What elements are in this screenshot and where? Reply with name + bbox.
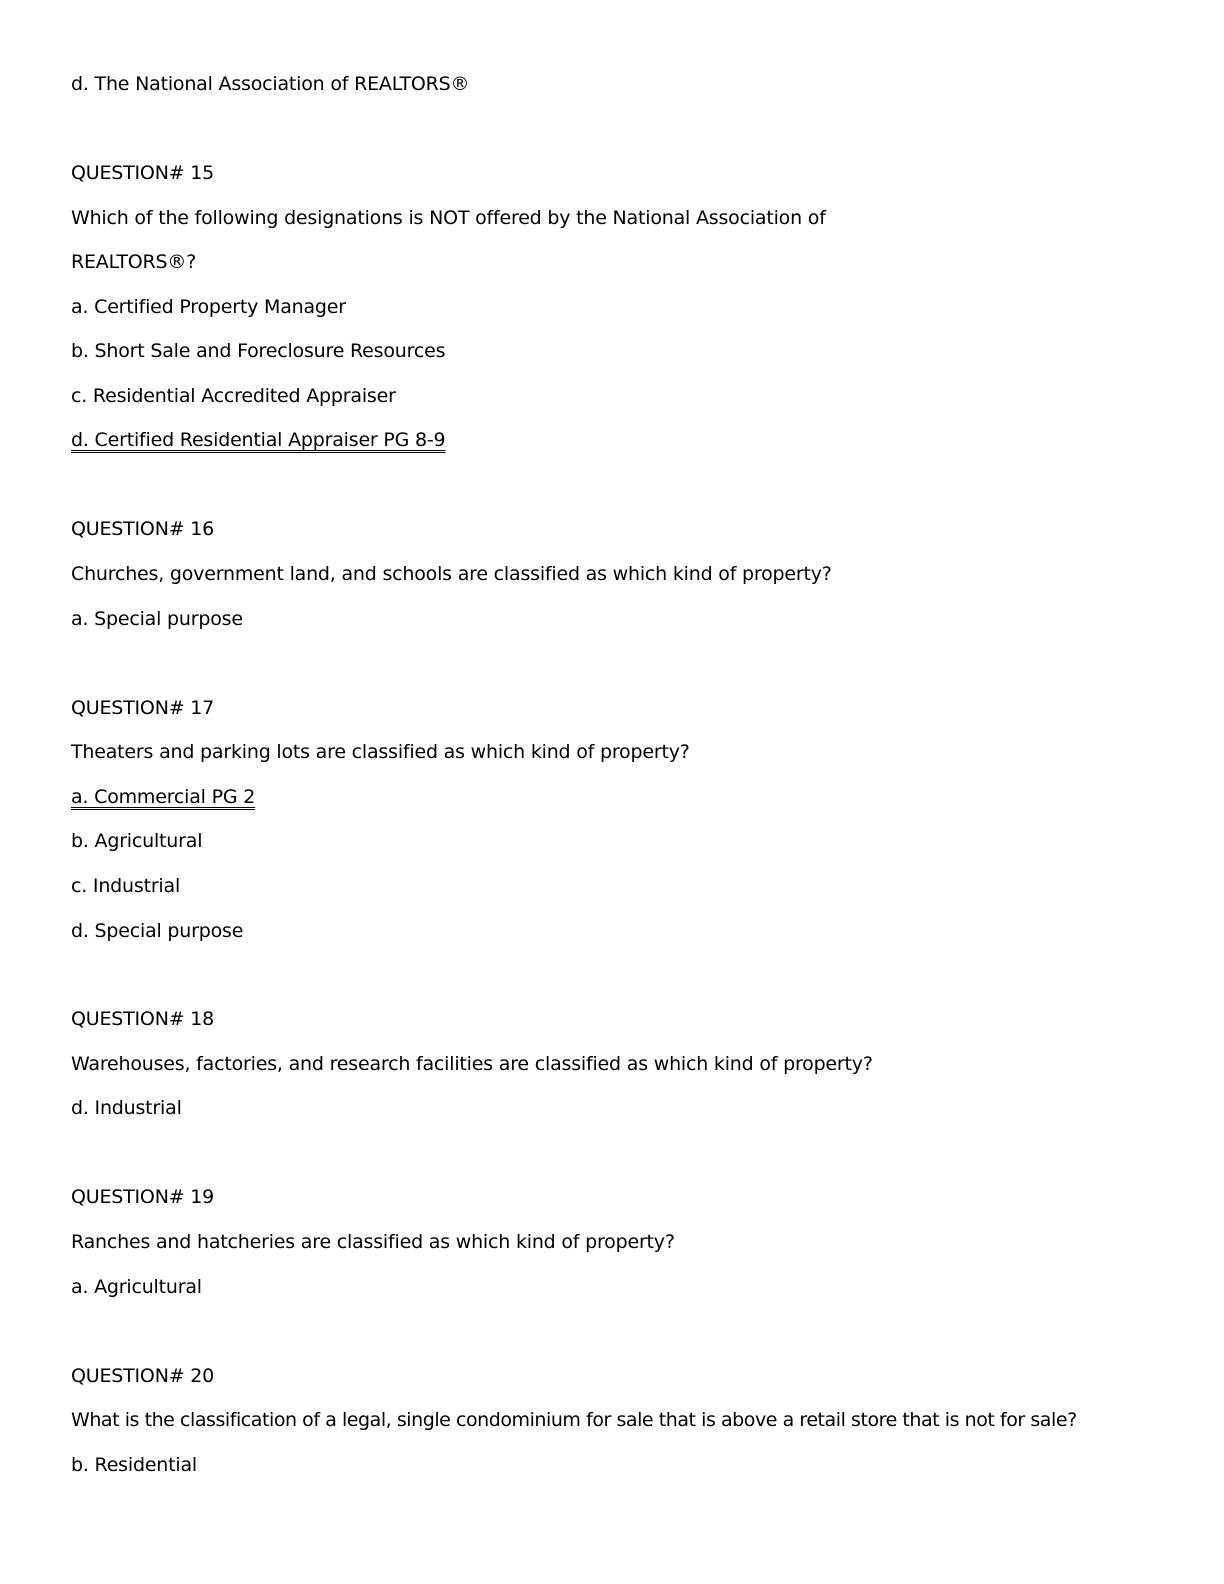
question-heading: QUESTION# 19	[71, 1186, 215, 1208]
question-heading: QUESTION# 20	[71, 1365, 215, 1387]
question-stem: Warehouses, factories, and research facilities are classified as which kind of property?	[71, 1053, 873, 1075]
option-b: b. Residential	[71, 1454, 197, 1476]
option-d-correct-answer: d. Certified Residential Appraiser PG 8-9	[71, 429, 446, 451]
option-d: d. Industrial	[71, 1097, 182, 1119]
carryover-answer: d. The National Association of REALTORS®	[71, 73, 470, 95]
question-stem-continued: REALTORS®?	[71, 251, 197, 273]
option-a: a. Special purpose	[71, 608, 243, 630]
option-b: b. Agricultural	[71, 830, 203, 852]
option-a-correct-answer: a. Commercial PG 2	[71, 786, 256, 808]
question-stem: Ranches and hatcheries are classified as which kind of property?	[71, 1231, 675, 1253]
question-heading: QUESTION# 18	[71, 1008, 215, 1030]
question-stem: Theaters and parking lots are classified as which kind of property?	[71, 741, 690, 763]
question-stem: Which of the following designations is NOT offered by the National Association of	[71, 207, 826, 229]
option-c: c. Residential Accredited Appraiser	[71, 385, 396, 407]
option-a: a. Agricultural	[71, 1276, 202, 1298]
question-heading: QUESTION# 17	[71, 697, 215, 719]
question-stem: Churches, government land, and schools are classified as which kind of property?	[71, 563, 832, 585]
question-heading: QUESTION# 15	[71, 162, 215, 184]
question-stem: What is the classification of a legal, single condominium for sale that is above a retail store that is not for sale?	[71, 1409, 1077, 1431]
option-c: c. Industrial	[71, 875, 181, 897]
question-heading: QUESTION# 16	[71, 518, 215, 540]
option-d: d. Special purpose	[71, 920, 244, 942]
option-b: b. Short Sale and Foreclosure Resources	[71, 340, 446, 362]
option-a: a. Certified Property Manager	[71, 296, 346, 318]
